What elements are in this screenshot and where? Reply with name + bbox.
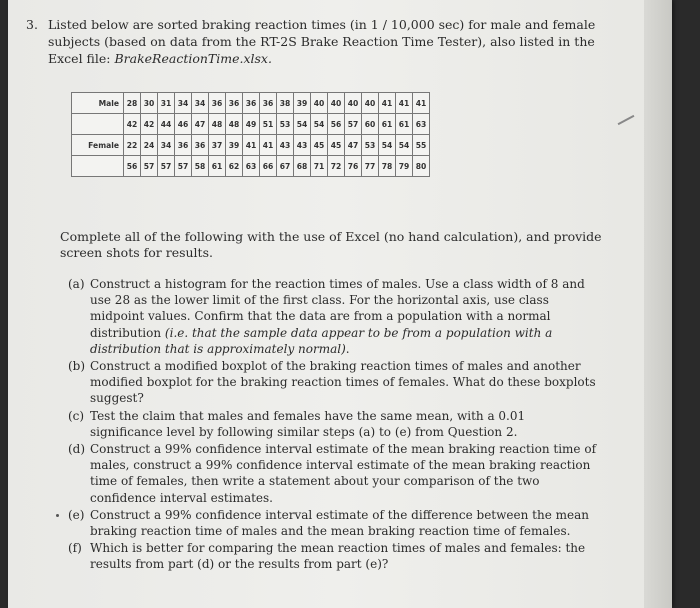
- part-label: (a): [68, 277, 85, 291]
- data-cell: 43: [277, 135, 294, 156]
- data-cell: 36: [260, 93, 277, 114]
- data-cell: 80: [413, 156, 430, 177]
- part-text: Which is better for comparing the mean reaction times of males and females: the results from part (d) or the results from part (e)?: [90, 541, 586, 572]
- part-a: [68, 276, 598, 357]
- data-cell: 47: [192, 114, 209, 135]
- parts-list: [68, 276, 598, 574]
- question-number: 3.: [26, 17, 38, 32]
- part-e: [68, 507, 598, 539]
- data-cell: 38: [277, 93, 294, 114]
- data-cell: 43: [294, 135, 311, 156]
- data-cell: 49: [243, 114, 260, 135]
- part-text: Construct a histogram for the reaction times of males. Use a class width of 8 and use 28 as the lower limit of the first class. For the horizontal axis, use class midpoint values. Confirm that the data are from a population with a normal distribution: [90, 277, 585, 340]
- data-cell: 76: [345, 156, 362, 177]
- data-cell: 37: [209, 135, 226, 156]
- data-cell: 36: [192, 135, 209, 156]
- data-cell: 54: [396, 135, 413, 156]
- data-cell: 41: [243, 135, 260, 156]
- male-label: Male: [72, 93, 124, 114]
- data-cell: 61: [396, 114, 413, 135]
- data-cell: 34: [192, 93, 209, 114]
- data-cell: 22: [124, 135, 141, 156]
- data-cell: 42: [124, 114, 141, 135]
- part-c: [68, 408, 598, 440]
- data-cell: 56: [328, 114, 345, 135]
- part-text: Construct a 99% confidence interval estimate of the difference between the mean braking reaction time of males and the mean braking reaction time of females.: [90, 507, 589, 539]
- data-cell: 40: [328, 93, 345, 114]
- data-cell: 40: [345, 93, 362, 114]
- data-cell: 40: [311, 93, 328, 114]
- data-cell: 48: [209, 114, 226, 135]
- data-cell: 68: [294, 156, 311, 177]
- data-cell: 24: [141, 135, 158, 156]
- question-text: [48, 16, 613, 67]
- empty-label-cell: [72, 156, 124, 177]
- part-label: (e): [68, 507, 85, 522]
- part-tail: .: [345, 341, 350, 356]
- data-cell: 53: [362, 135, 379, 156]
- data-cell: 51: [260, 114, 277, 135]
- data-cell: 36: [226, 93, 243, 114]
- data-cell: 54: [294, 114, 311, 135]
- instructions: Complete all of the following with the use of Excel (no hand calculation), and provide screen shots for results.: [60, 229, 602, 260]
- data-cell: 61: [379, 114, 396, 135]
- data-cell: 72: [328, 156, 345, 177]
- data-cell: 78: [379, 156, 396, 177]
- data-cell: 53: [277, 114, 294, 135]
- data-cell: 67: [277, 156, 294, 177]
- paper-edge: [644, 0, 672, 608]
- part-b: [68, 358, 598, 407]
- part-label: (b): [68, 359, 86, 374]
- part-emphasis: (i.e. that the sample data appear to be from a population with a distribution that is approximately normal): [90, 325, 553, 356]
- data-cell: 36: [209, 93, 226, 114]
- data-cell: 41: [413, 93, 430, 114]
- data-cell: 45: [328, 135, 345, 156]
- part-label: (c): [68, 408, 85, 423]
- data-cell: 41: [379, 93, 396, 114]
- data-cell: 57: [141, 156, 158, 177]
- data-cell: 45: [311, 135, 328, 156]
- data-cell: 55: [413, 135, 430, 156]
- data-cell: 47: [345, 135, 362, 156]
- data-cell: 36: [243, 93, 260, 114]
- data-cell: 48: [226, 114, 243, 135]
- data-cell: 57: [158, 156, 175, 177]
- data-cell: 63: [243, 156, 260, 177]
- data-cell: 31: [158, 93, 175, 114]
- data-cell: 46: [175, 114, 192, 135]
- data-cell: 30: [141, 93, 158, 114]
- data-cell: 63: [413, 114, 430, 135]
- data-cell: 28: [124, 93, 141, 114]
- data-cell: 71: [311, 156, 328, 177]
- part-f: [68, 540, 598, 572]
- data-cell: 36: [175, 135, 192, 156]
- question-body: Listed below are sorted braking reaction times (in 1 / 10,000 sec) for male and female subjects (based on data from the RT-2S Brake Reaction Time Tester), also listed in the Excel file:: [48, 17, 596, 66]
- empty-label-cell: [72, 114, 124, 135]
- part-text: Construct a modified boxplot of the braking reaction times of males and another modified boxplot for the braking reaction times of females. What do these boxplots suggest?: [90, 359, 596, 406]
- data-cell: 57: [345, 114, 362, 135]
- male-row-1: [72, 93, 430, 114]
- part-d: [68, 441, 598, 506]
- data-cell: 41: [260, 135, 277, 156]
- female-row-1: [72, 135, 430, 156]
- female-row-2: [72, 156, 430, 177]
- part-text: Test the claim that males and females have the same mean, with a 0.01 significance level by following similar steps (a) to (e) from Question 2.: [90, 408, 526, 439]
- data-cell: 57: [175, 156, 192, 177]
- data-cell: 61: [209, 156, 226, 177]
- data-cell: 66: [260, 156, 277, 177]
- data-cell: 77: [362, 156, 379, 177]
- part-text: Construct a 99% confidence interval estimate of the mean braking reaction time of males, construct a 99% confidence interval estimate of the mean braking reaction time of females, then write a statement about your comparison of the two confidence interval estimates.: [90, 442, 597, 505]
- bullet-mark: [56, 514, 59, 517]
- reaction-times-table: [71, 92, 430, 177]
- data-cell: 40: [362, 93, 379, 114]
- question-header: [28, 16, 613, 67]
- female-label: Female: [72, 135, 124, 156]
- data-cell: 79: [396, 156, 413, 177]
- data-cell: 39: [294, 93, 311, 114]
- excel-filename: BrakeReactionTime.xlsx.: [114, 51, 272, 66]
- data-cell: 54: [379, 135, 396, 156]
- data-cell: 34: [158, 135, 175, 156]
- data-cell: 39: [226, 135, 243, 156]
- data-cell: 58: [192, 156, 209, 177]
- part-label: (d): [68, 442, 86, 457]
- data-cell: 34: [175, 93, 192, 114]
- data-cell: 41: [396, 93, 413, 114]
- part-label: (f): [68, 541, 82, 556]
- data-cell: 42: [141, 114, 158, 135]
- data-cell: 54: [311, 114, 328, 135]
- data-cell: 60: [362, 114, 379, 135]
- male-row-2: [72, 114, 430, 135]
- data-cell: 44: [158, 114, 175, 135]
- data-cell: 56: [124, 156, 141, 177]
- data-cell: 62: [226, 156, 243, 177]
